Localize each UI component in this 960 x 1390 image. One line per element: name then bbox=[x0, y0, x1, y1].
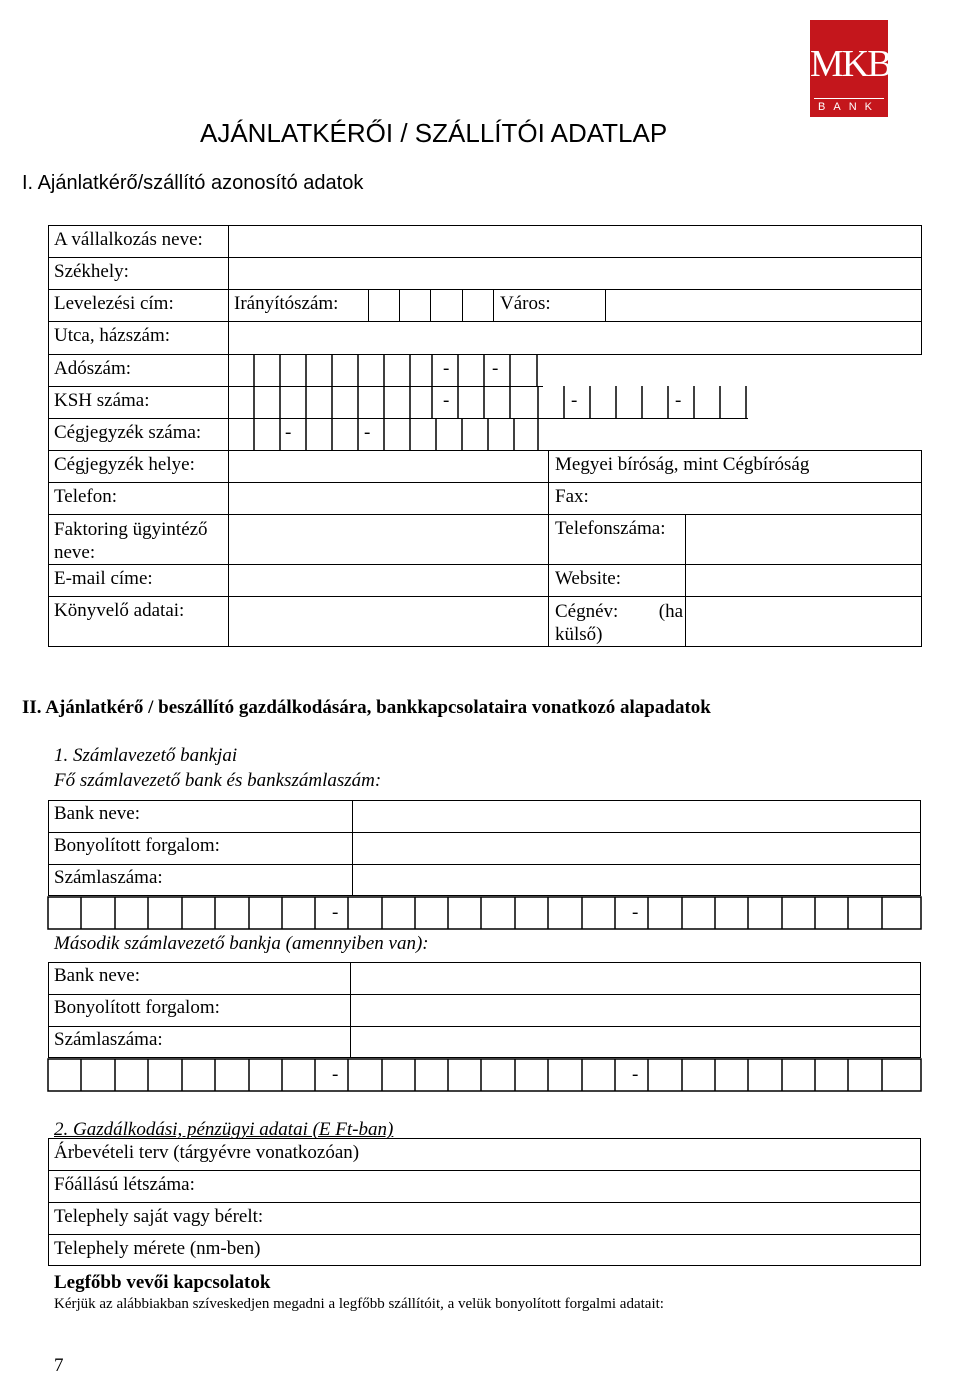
website-label: Website: bbox=[555, 568, 622, 589]
reg-dash-1: - bbox=[285, 422, 292, 443]
ksh-dash-3: - bbox=[675, 390, 682, 411]
employees-label: Főállású létszáma: bbox=[54, 1174, 195, 1195]
court-label: Megyei bíróság, mint Cégbíróság bbox=[555, 454, 810, 475]
street-label: Utca, házszám: bbox=[54, 325, 171, 346]
tax-dash-2: - bbox=[492, 358, 499, 379]
company-name-ext-label: Cégnév: (ha külső) bbox=[555, 601, 683, 645]
customers-note: Kérjük az alábbiakban szíveskedjen megadni a legfőbb szállítóit, a velük bonyolított forgalmi adatait: bbox=[54, 1296, 664, 1312]
tax-no-label: Adószám: bbox=[54, 358, 132, 379]
second-bank-subtitle: Második számlavezető bankja (amennyiben van): bbox=[54, 933, 429, 954]
seat-label: Székhely: bbox=[54, 261, 129, 282]
section-1-title: I. Ajánlatkérő/szállító azonosító adatok bbox=[22, 172, 364, 194]
phone-label: Telefon: bbox=[54, 486, 118, 507]
ksh-dash-1: - bbox=[443, 390, 450, 411]
ksh-label: KSH száma: bbox=[54, 390, 150, 411]
second-account-dash-1: - bbox=[332, 1064, 339, 1085]
page-title: AJÁNLATKÉRŐI / SZÁLLÍTÓI ADATLAP bbox=[200, 118, 668, 148]
company-name-label: A vállalkozás neve: bbox=[54, 229, 203, 250]
main-bank-subtitle: Fő számlavezető bank és bankszámlaszám: bbox=[54, 770, 382, 791]
email-label: E-mail címe: bbox=[54, 568, 153, 589]
city-label: Város: bbox=[500, 293, 551, 314]
zip-label: Irányítószám: bbox=[234, 293, 339, 314]
second-account-label: Számlaszáma: bbox=[54, 1029, 163, 1050]
main-bank-name-label: Bank neve: bbox=[54, 803, 141, 824]
finance-title: 2. Gazdálkodási, pénzügyi adatai (E Ft-ban) bbox=[54, 1119, 394, 1140]
logo-subtext: BANK bbox=[814, 98, 884, 114]
main-account-dash-1: - bbox=[332, 902, 339, 923]
second-account-dash-2: - bbox=[632, 1064, 639, 1085]
customers-title: Legfőbb vevői kapcsolatok bbox=[54, 1272, 271, 1293]
fax-label: Fax: bbox=[555, 486, 589, 507]
main-account-dash-2: - bbox=[632, 902, 639, 923]
tax-dash-1: - bbox=[443, 358, 450, 379]
accountant-label: Könyvelő adatai: bbox=[54, 600, 185, 621]
second-bank-name-label: Bank neve: bbox=[54, 965, 141, 986]
page-number: 7 bbox=[54, 1355, 64, 1376]
factoring-phone-label: Telefonszáma: bbox=[555, 518, 666, 539]
reg-dash-2: - bbox=[364, 422, 371, 443]
mail-address-label: Levelezési cím: bbox=[54, 293, 174, 314]
reg-place-label: Cégjegyzék helye: bbox=[54, 454, 195, 475]
second-turnover-label: Bonyolított forgalom: bbox=[54, 997, 220, 1018]
premises-size-label: Telephely mérete (nm-ben) bbox=[54, 1238, 261, 1259]
premises-label: Telephely saját vagy bérelt: bbox=[54, 1206, 264, 1227]
section-2-title: II. Ajánlatkérő / beszállító gazdálkodására, bankkapcsolataira vonatkozó alapadatok bbox=[22, 697, 711, 718]
logo-text: MKB bbox=[810, 43, 891, 85]
revenue-plan-label: Árbevételi terv (tárgyévre vonatkozóan) bbox=[54, 1142, 360, 1163]
reg-no-label: Cégjegyzék száma: bbox=[54, 422, 202, 443]
mkb-bank-logo bbox=[810, 20, 891, 117]
ksh-dash-2: - bbox=[571, 390, 578, 411]
main-account-label: Számlaszáma: bbox=[54, 867, 163, 888]
banks-title: 1. Számlavezető bankjai bbox=[54, 745, 238, 766]
factoring-label: Faktoring ügyintéző neve: bbox=[54, 519, 208, 563]
main-turnover-label: Bonyolított forgalom: bbox=[54, 835, 220, 856]
